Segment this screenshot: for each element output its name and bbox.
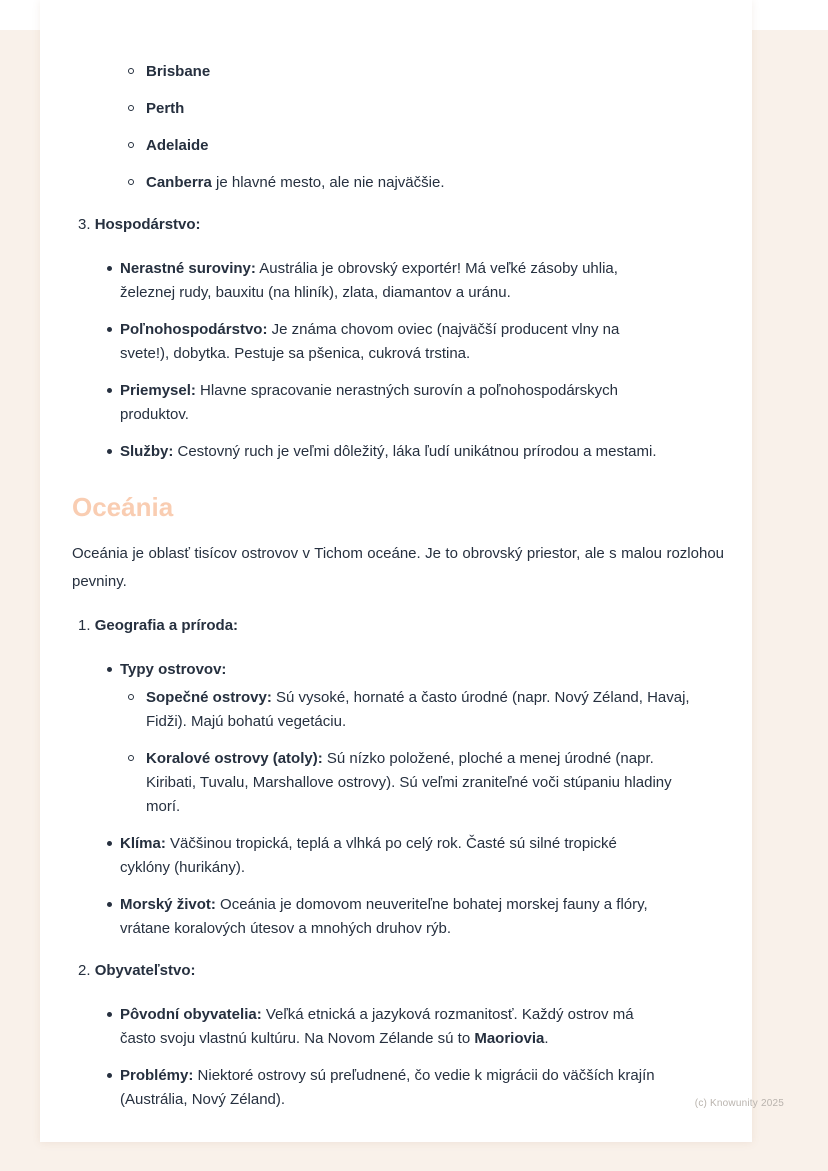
bullet-list xyxy=(107,1003,740,1112)
bold-text: Perth xyxy=(146,100,185,117)
circle-list xyxy=(128,60,740,195)
circle-bullet-icon xyxy=(128,142,134,148)
disc-bullet-icon xyxy=(107,449,112,454)
circle-list xyxy=(128,686,740,819)
list-item-text xyxy=(146,60,691,84)
bold-text: Služby: xyxy=(120,443,174,460)
list-item-text xyxy=(120,893,665,941)
disc-bullet-icon xyxy=(107,327,112,332)
text: Veľká etnická a jazyková rozmanitosť. Každý ostrov má často svoju vlastnú kultúru. Na Novom Zélande sú to xyxy=(120,1006,634,1047)
text: Cestovný ruch je veľmi dôležitý, láka ľudí unikátnou prírodou a mestami. xyxy=(173,443,657,460)
list-item-text xyxy=(120,440,665,464)
list-item-text xyxy=(146,134,691,158)
list-item-text xyxy=(146,97,691,121)
list-item-text xyxy=(120,257,665,305)
bullet-list xyxy=(107,658,740,941)
text: Väčšinou tropická, teplá a vlhká po celý rok. Časté sú silné tropické cyklóny (hurikány). xyxy=(120,835,617,876)
list-item-text xyxy=(120,1064,665,1112)
bold-text: Canberra xyxy=(146,174,212,191)
list-item xyxy=(128,97,740,121)
disc-bullet-icon xyxy=(107,902,112,907)
list-item-text xyxy=(120,379,665,427)
list-item-text xyxy=(146,686,691,734)
bold-text: Nerastné suroviny: xyxy=(120,260,256,277)
text: Hlavne spracovanie nerastných surovín a poľnohospodárskych produktov. xyxy=(120,382,619,423)
document-page xyxy=(40,0,752,1142)
list-item-text xyxy=(120,318,665,366)
disc-bullet-icon xyxy=(107,841,112,846)
circle-bullet-icon xyxy=(128,68,134,74)
numbered-heading xyxy=(78,213,740,237)
list-item-text xyxy=(120,658,665,682)
disc-bullet-icon xyxy=(107,1073,112,1078)
list-number: 2. xyxy=(78,962,95,979)
circle-bullet-icon xyxy=(128,755,134,761)
bold-text: Sopečné ostrovy: xyxy=(146,689,272,706)
circle-bullet-icon xyxy=(128,105,134,111)
bold-text: Priemysel: xyxy=(120,382,196,399)
paragraph: Oceánia je oblasť tisícov ostrovov v Tichom oceáne. Je to obrovský priestor, ale s malou rozlohou pevniny. xyxy=(72,545,724,590)
section-heading: Oceánia xyxy=(72,492,174,522)
bold-text: Morský život: xyxy=(120,896,216,913)
list-item xyxy=(107,1003,740,1051)
disc-bullet-icon xyxy=(107,266,112,271)
bold-text: Koralové ostrovy (atoly): xyxy=(146,750,323,767)
list-number: 3. xyxy=(78,216,95,233)
bullet-list xyxy=(107,257,740,464)
numbered-heading-title: Obyvateľstvo: xyxy=(94,962,196,979)
list-item xyxy=(107,893,740,941)
numbered-heading-title: Geografia a príroda: xyxy=(94,617,239,634)
bold-text: Problémy: xyxy=(120,1067,194,1084)
list-item xyxy=(128,60,740,84)
text: Je známa chovom oviec (najväčší producent vlny na svete!), dobytka. Pestuje sa pšenica, cukrová trstina. xyxy=(120,321,620,362)
bold-text: Klíma: xyxy=(120,835,166,852)
document-blocks xyxy=(72,60,740,1112)
list-item xyxy=(128,686,740,734)
bold-text: Poľnohospodárstvo: xyxy=(120,321,268,338)
list-item xyxy=(107,379,740,427)
text: Oceánia je domovom neuveriteľne bohatej morskej fauny a flóry, vrátane koralových útesov a mnohých druhov rýb. xyxy=(120,896,648,937)
document-content xyxy=(40,0,752,1112)
disc-bullet-icon xyxy=(107,1012,112,1017)
circle-bullet-icon xyxy=(128,694,134,700)
list-item xyxy=(128,134,740,158)
numbered-heading-title: Hospodárstvo: xyxy=(94,216,201,233)
text: Niektoré ostrovy sú preľudnené, čo vedie k migrácii do väčších krajín (Austrália, Nový Zéland). xyxy=(120,1067,655,1108)
list-item-text xyxy=(120,1003,665,1051)
text: Austrália je obrovský exportér! Má veľké zásoby uhlia, železnej rudy, bauxitu (na hliník), zlata, diamantov a uránu. xyxy=(120,260,618,301)
list-item xyxy=(107,1064,740,1112)
text: Sú nízko položené, ploché a menej úrodné (napr. Kiribati, Tuvalu, Marshallove ostrovy). Sú veľmi zraniteľné voči stúpaniu hladiny morí. xyxy=(146,750,672,815)
text: je hlavné mesto, ale nie najväčšie. xyxy=(211,174,445,191)
circle-bullet-icon xyxy=(128,179,134,185)
list-item xyxy=(128,747,740,819)
bold-text: Typy ostrovov: xyxy=(120,661,227,678)
bold-text: Pôvodní obyvatelia: xyxy=(120,1006,262,1023)
list-item xyxy=(107,658,740,819)
bold-text: Maoriovia xyxy=(474,1030,545,1047)
text: . xyxy=(544,1030,549,1047)
text: Sú vysoké, hornaté a často úrodné (napr. Nový Zéland, Havaj, Fidži). Majú bohatú vegetáciu. xyxy=(146,689,690,730)
list-item xyxy=(128,171,740,195)
list-item-text xyxy=(120,832,665,880)
footer-watermark: (c) Knowunity 2025 xyxy=(694,1098,784,1109)
numbered-heading xyxy=(78,959,740,983)
disc-bullet-icon xyxy=(107,667,112,672)
list-item-text xyxy=(146,747,691,819)
list-item xyxy=(107,832,740,880)
bold-text: Adelaide xyxy=(146,137,209,154)
list-item-text xyxy=(146,171,691,195)
list-item xyxy=(107,318,740,366)
list-item xyxy=(107,257,740,305)
bold-text: Brisbane xyxy=(146,63,211,80)
list-item xyxy=(107,440,740,464)
numbered-heading xyxy=(78,614,740,638)
disc-bullet-icon xyxy=(107,388,112,393)
list-number: 1. xyxy=(78,617,95,634)
